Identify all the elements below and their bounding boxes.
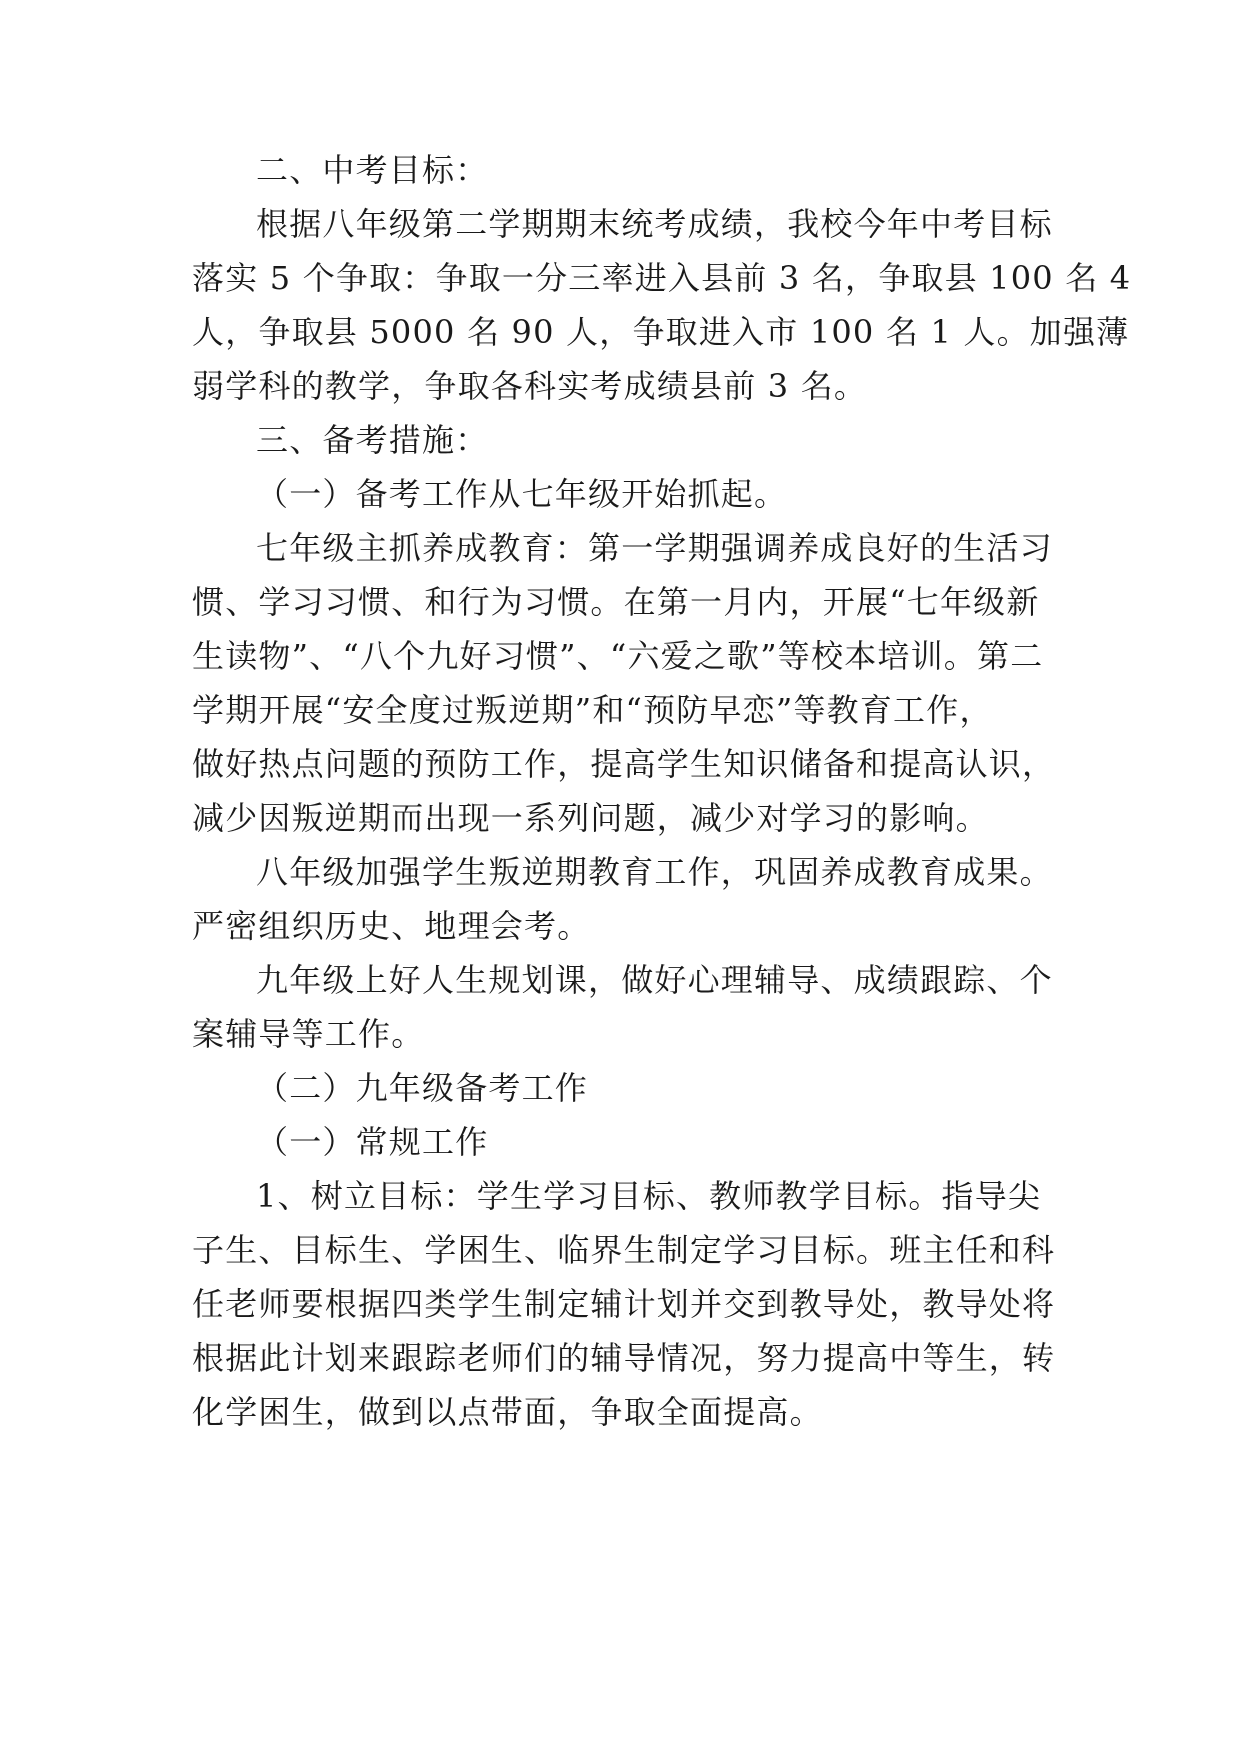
paragraph-line: 落实 5 个争取：争取一分三率进入县前 3 名，争取县 100 名 4 [192, 259, 1132, 297]
paragraph-line: 生读物”、“八个九好习惯”、“六爱之歌”等校本培训。第二 [192, 637, 1044, 675]
paragraph-line: 案辅导等工作。 [192, 1015, 425, 1053]
paragraph-line: 任老师要根据四类学生制定辅计划并交到教导处，教导处将 [192, 1285, 1056, 1323]
paragraph-line: 严密组织历史、地理会考。 [192, 907, 591, 945]
paragraph-line: 做好热点问题的预防工作，提高学生知识储备和提高认识， [192, 745, 1056, 783]
subsection-heading: （一）备考工作从七年级开始抓起。 [256, 475, 788, 513]
paragraph-line: 化学困生，做到以点带面，争取全面提高。 [192, 1393, 823, 1431]
paragraph-line: 子生、目标生、学困生、临界生制定学习目标。班主任和科 [192, 1231, 1056, 1269]
paragraph-line: 人，争取县 5000 名 90 人，争取进入市 100 名 1 人。加强薄 [192, 313, 1130, 351]
paragraph-line: 根据八年级第二学期期末统考成绩，我校今年中考目标 [256, 205, 1053, 243]
section-heading-measures: 三、备考措施： [256, 421, 489, 459]
subsection-heading: （二）九年级备考工作 [256, 1069, 589, 1107]
paragraph-line: 学期开展“安全度过叛逆期”和“预防早恋”等教育工作， [192, 691, 993, 729]
paragraph-line: 根据此计划来跟踪老师们的辅导情况，努力提高中等生，转 [192, 1339, 1056, 1377]
paragraph-line: 八年级加强学生叛逆期教育工作，巩固养成教育成果。 [256, 853, 1053, 891]
subsection-heading: （一）常规工作 [256, 1123, 489, 1161]
paragraph-line: 弱学科的教学，争取各科实考成绩县前 3 名。 [192, 367, 868, 405]
paragraph-line: 减少因叛逆期而出现一系列问题，减少对学习的影响。 [192, 799, 989, 837]
paragraph-line: 惯、学习习惯、和行为习惯。在第一月内，开展“七年级新 [192, 583, 1040, 621]
section-heading-goals: 二、中考目标： [256, 151, 489, 189]
paragraph-line: 1、树立目标：学生学习目标、教师教学目标。指导尖 [256, 1177, 1042, 1215]
paragraph-line: 九年级上好人生规划课，做好心理辅导、成绩跟踪、个 [256, 961, 1053, 999]
paragraph-line: 七年级主抓养成教育：第一学期强调养成良好的生活习 [256, 529, 1053, 567]
